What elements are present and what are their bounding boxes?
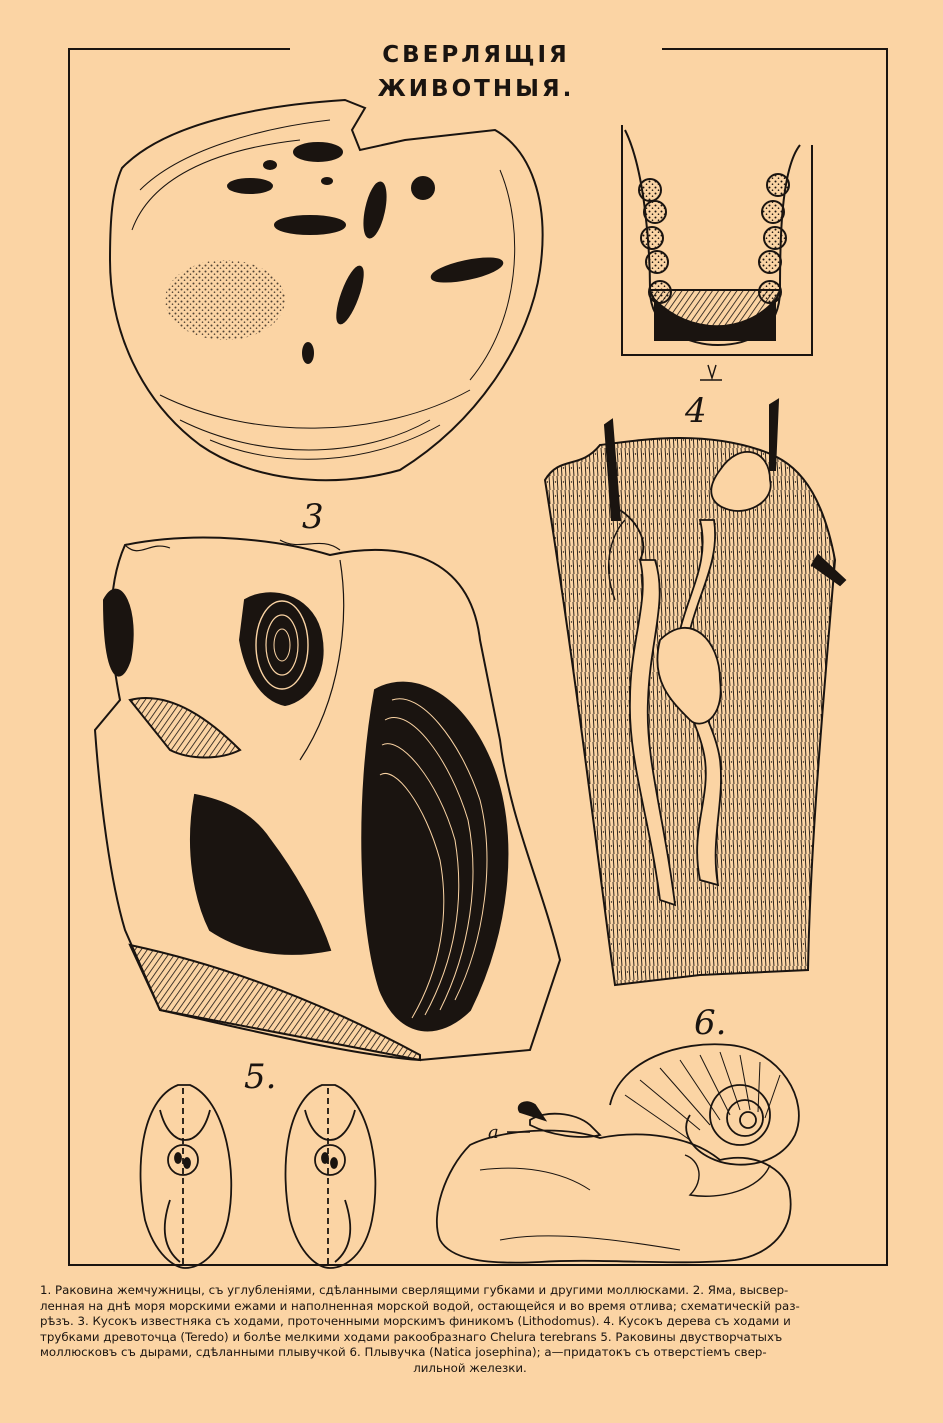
figure-4-wood-teredo (545, 400, 845, 985)
figure-1-mussel-shell (110, 100, 543, 480)
caption-line-1: 1. Раковина жемчужницы, съ углубленіями, сдѣланными сверлящими губками и другими моллюсками. 2. Яма, высвер- (40, 1283, 789, 1297)
bivalve-left (141, 1085, 232, 1268)
figure-4-label: 4 (685, 391, 707, 431)
figure-6-natica-snail (437, 1044, 799, 1262)
figure-2-urchin-pit (622, 125, 812, 380)
bivalve-right (285, 1085, 375, 1268)
caption-line-5: моллюсковъ съ дырами, сдѣланными плывучкой 6. Плывучка (Natica josephina); а—придатокъ съ отверстіемъ свер- (40, 1345, 767, 1360)
plate-caption (40, 1283, 900, 1408)
caption-line-2: ленная на днѣ моря морскими ежами и наполненная морской водой, остающейся и во время отлива; схематическій раз- (40, 1298, 800, 1313)
figure-5-label: 5. (244, 1057, 277, 1097)
page-title: СВЕРЛЯЩІЯ ЖИВОТНЫЯ. (290, 38, 662, 72)
figure-5-bivalve-shells (141, 1085, 376, 1268)
caption-line-6: лильной железки. (413, 1360, 527, 1375)
caption-line-3: рѣзъ. 3. Кусокъ известняка съ ходами, проточенными морскимъ финикомъ (Lithodomus). 4. Кусокъ дерева съ ходами и (40, 1314, 791, 1329)
figure-3-limestone-block (95, 538, 560, 1060)
caption-line-4: трубками древоточца (Teredo) и болѣе мелкими ходами ракообразнаго Chelura terebrans 5. Раковины двустворчатыхъ (40, 1329, 783, 1344)
figure-6-marker-a: a (488, 1122, 499, 1143)
urchin-column-right (759, 174, 789, 303)
urchin-column-left (639, 179, 671, 303)
figure-3-label: 3 (302, 497, 324, 537)
figure-6-label: 6. (694, 1003, 727, 1043)
